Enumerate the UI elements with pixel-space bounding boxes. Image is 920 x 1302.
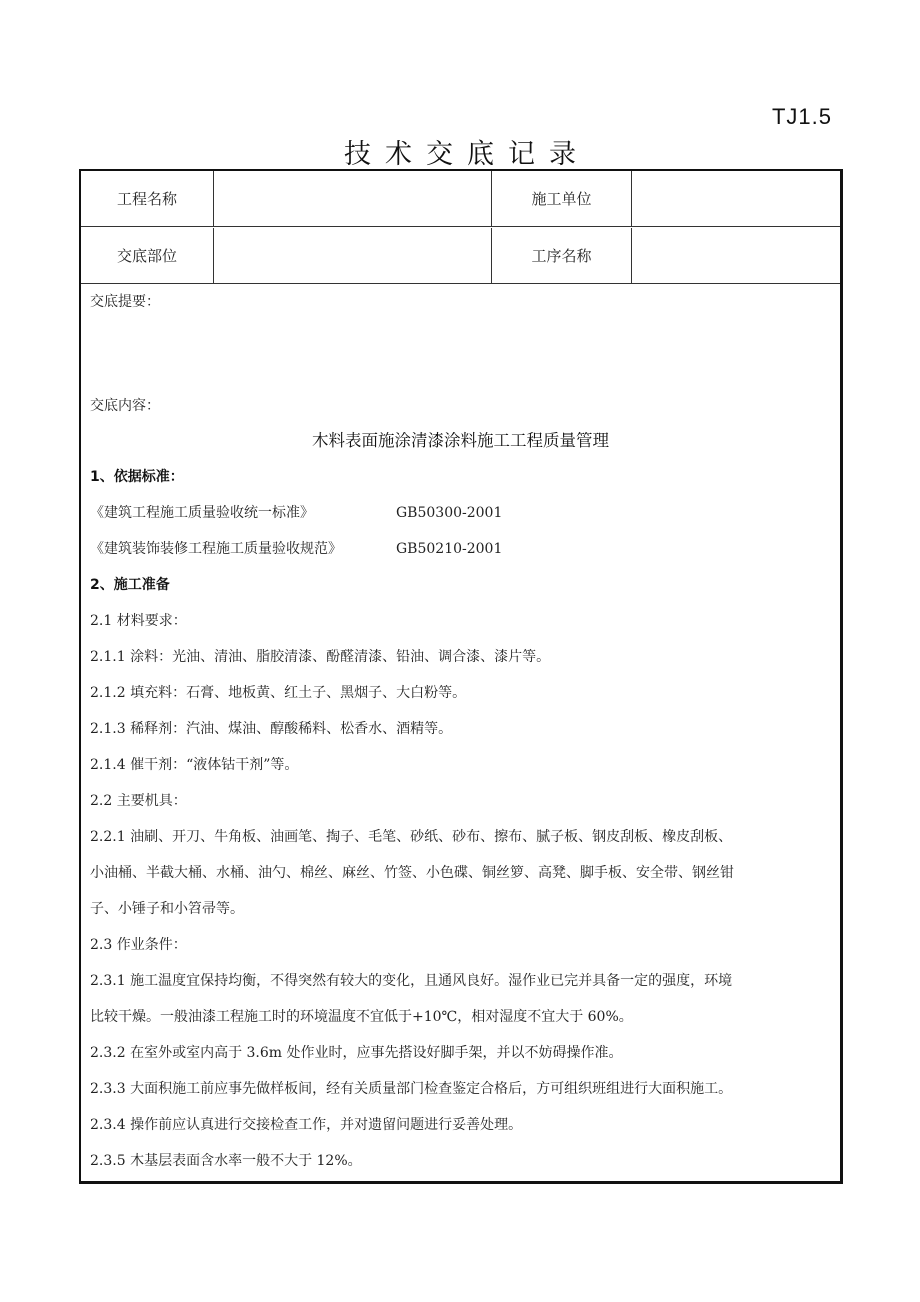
content-line: 2.3.4 操作前应认真进行交接检查工作，并对遗留问题进行妥善处理。: [90, 1117, 523, 1133]
section-1-heading: 1、依据标准：: [90, 469, 184, 485]
standard-item: [90, 539, 502, 559]
standard-name: 《建筑装饰装修工程施工质量验收规范》: [90, 541, 342, 557]
process-name-label: 工序名称: [492, 228, 632, 283]
disclosure-body: [81, 284, 840, 1181]
header-row-2: [81, 228, 840, 284]
content-line: 2.1.3 稀释剂：汽油、煤油、醇酸稀料、松香水、酒精等。: [90, 721, 453, 737]
content-line: 2.3 作业条件：: [90, 937, 187, 953]
standard-item: [90, 503, 502, 523]
content-line: 2.3.2 在室外或室内高于 3.6m 处作业时，应事先搭设好脚手架，并以不妨碍操作准。: [90, 1045, 623, 1061]
page-title: 技术交底记录: [344, 139, 590, 170]
content-label: 交底内容：: [90, 398, 160, 414]
content-line: 小油桶、半截大桶、水桶、油勺、棉丝、麻丝、竹签、小色碟、铜丝箩、高凳、脚手板、安全带、钢丝钳: [90, 865, 734, 881]
content-line: 子、小锤子和小笤帚等。: [90, 901, 244, 917]
content-line: 2.1.4 催干剂：“液体钴干剂”等。: [90, 757, 299, 773]
content-line: 2.1.2 填充料：石膏、地板黄、红土子、黑烟子、大白粉等。: [90, 685, 467, 701]
content-line: 2.2.1 油刷、开刀、牛角板、油画笔、掏子、毛笔、砂纸、砂布、擦布、腻子板、钢皮刮板、橡皮刮板、: [90, 829, 733, 845]
content-line: 2.3.5 木基层表面含水率一般不大于 12%。: [90, 1153, 362, 1169]
section-2-heading: 2、施工准备: [90, 577, 170, 593]
header-row-1: [81, 171, 840, 227]
construction-unit-field[interactable]: [633, 171, 840, 226]
disclosure-part-field[interactable]: [215, 228, 492, 283]
standard-code: GB50300-2001: [396, 505, 503, 521]
content-line: 2.1 材料要求：: [90, 613, 187, 629]
content-line: 2.3.3 大面积施工前应事先做样板间，经有关质量部门检查鉴定合格后，方可组织班组进行大面积施工。: [90, 1081, 733, 1097]
content-subtitle: 木料表面施涂清漆涂料施工工程质量管理: [312, 431, 609, 450]
process-name-field[interactable]: [633, 228, 840, 283]
record-table: [79, 169, 843, 1184]
disclosure-part-label: 交底部位: [81, 228, 214, 283]
content-line: 比较干燥。一般油漆工程施工时的环境温度不宜低于+10℃，相对湿度不宜大于 60%。: [90, 1009, 633, 1025]
form-code: TJ1.5: [771, 104, 832, 129]
standard-name: 《建筑工程施工质量验收统一标准》: [90, 505, 314, 521]
content-line: 2.2 主要机具：: [90, 793, 187, 809]
project-name-field[interactable]: [215, 171, 492, 226]
project-name-label: 工程名称: [81, 171, 214, 226]
summary-label: 交底提要：: [90, 294, 160, 310]
construction-unit-label: 施工单位: [492, 171, 632, 226]
standard-code: GB50210-2001: [396, 541, 503, 557]
content-line: 2.3.1 施工温度宜保持均衡，不得突然有较大的变化，且通风良好。湿作业已完并具备一定的强度，环境: [90, 973, 733, 989]
content-line: 2.1.1 涂料：光油、清油、脂胶清漆、酚醛清漆、铅油、调合漆、漆片等。: [90, 649, 551, 665]
